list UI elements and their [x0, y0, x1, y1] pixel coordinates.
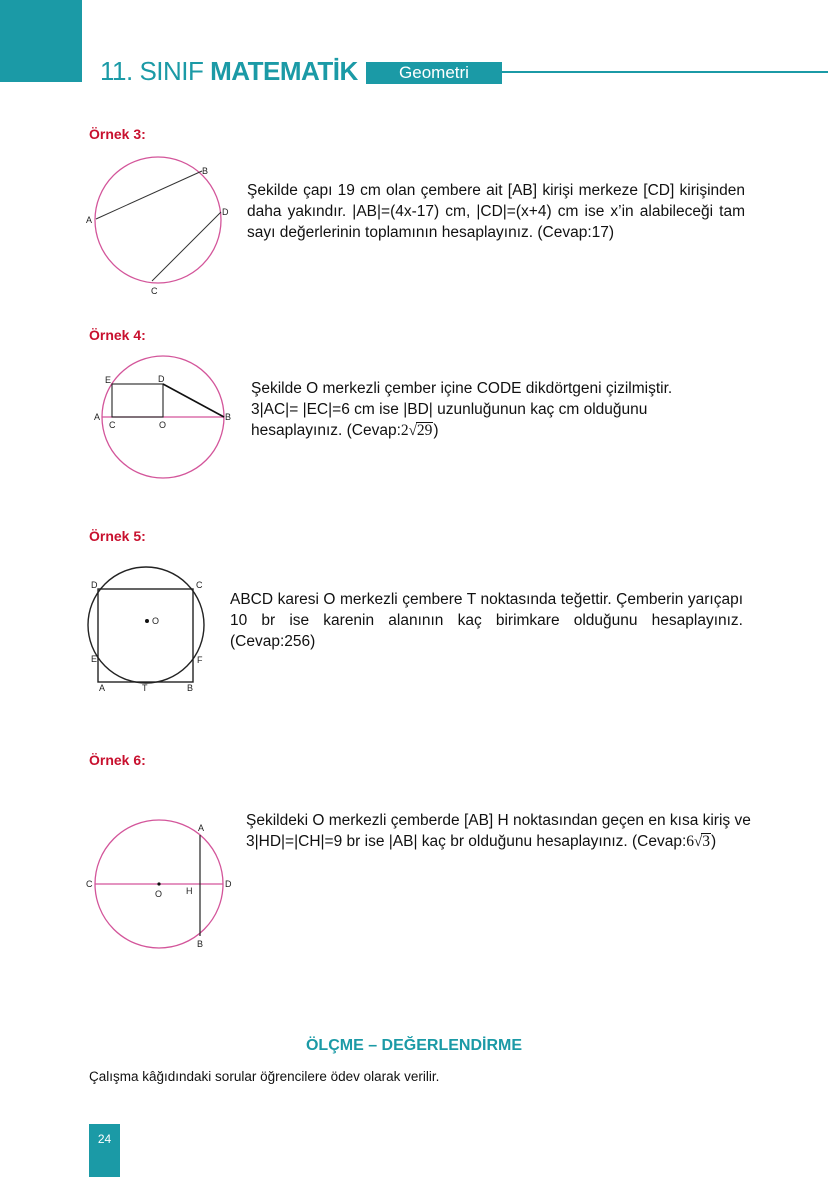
circle-shape: [88, 567, 204, 683]
example-6-figure: [84, 818, 244, 958]
answer-radicand: 3: [702, 833, 711, 850]
example-4-line-3: [251, 420, 731, 442]
rectangle-code: [112, 384, 163, 417]
page-header-title: [100, 56, 358, 87]
point-label-b: B: [197, 939, 204, 949]
header-title-light: 11. SINIF: [100, 56, 211, 86]
point-label-d: D: [158, 374, 165, 384]
point-label-c: C: [151, 286, 158, 296]
point-label-b: B: [225, 412, 232, 422]
point-label-o: O: [152, 616, 160, 626]
point-label-a: A: [99, 683, 106, 693]
subject-tag: Geometri: [366, 62, 502, 84]
answer-radicand: 29: [416, 422, 433, 439]
point-label-d: D: [225, 879, 232, 889]
page-number: 24: [89, 1124, 120, 1177]
point-label-a: A: [198, 823, 205, 833]
example-4-label: Örnek 4:: [89, 327, 146, 343]
chord-ab: [96, 171, 202, 219]
header-corner-block: [0, 0, 82, 82]
point-label-a: A: [86, 215, 93, 225]
header-rule: [502, 71, 828, 73]
example-5-figure: [86, 564, 216, 699]
radical-sign: √: [408, 423, 417, 439]
example-6-label: Örnek 6:: [89, 752, 146, 768]
center-point: [157, 882, 160, 885]
point-label-h: H: [186, 886, 193, 896]
point-label-d: D: [222, 207, 229, 217]
point-label-b: B: [187, 683, 194, 693]
segment-db: [163, 384, 224, 417]
point-label-c: C: [109, 420, 116, 430]
square-abcd: [98, 589, 193, 682]
example-6-text-prefix: Şekildeki O merkezli çemberde [AB] H noktasından geçen en kısa kiriş ve 3|HD|=|CH|=9 br ise |AB| kaç br olduğunu hesaplayınız. (Cevap:: [246, 812, 751, 850]
point-label-c: C: [86, 879, 93, 889]
center-point: [145, 619, 149, 623]
example-6-text: [246, 810, 758, 853]
point-label-t: T: [142, 683, 148, 693]
point-label-f: F: [197, 655, 203, 665]
example-5-label: Örnek 5:: [89, 528, 146, 544]
example-3-label: Örnek 3:: [89, 126, 146, 142]
example-4-figure: [92, 355, 242, 485]
example-3-text: Şekilde çapı 19 cm olan çembere ait [AB] kirişi merkeze [CD] kirişinden daha yakındır. |AB|=(4x-17) cm, |CD|=(x+4) cm ise x’in alabileceği tam sayı değerlerinin toplamının hesaplayınız. (Cevap:17): [247, 182, 745, 241]
point-label-e: E: [91, 654, 98, 664]
example-4-line-2: 3|AC|= |EC|=6 cm ise |BD| uzunluğunun kaç cm olduğunu: [251, 401, 648, 418]
answer-coefficient: 2: [400, 422, 409, 439]
header-title-bold: MATEMATİK: [210, 56, 358, 86]
point-label-o: O: [159, 420, 167, 430]
point-label-c: C: [196, 580, 203, 590]
point-label-b: B: [202, 166, 209, 176]
point-label-o: O: [155, 889, 163, 899]
point-label-d: D: [91, 580, 98, 590]
example-3-figure: [82, 160, 242, 300]
point-label-a: A: [94, 412, 101, 422]
answer-coefficient: 6: [686, 833, 695, 850]
point-label-e: E: [105, 375, 112, 385]
answer-suffix: ): [711, 833, 717, 850]
example-5-text: ABCD karesi O merkezli çembere T noktasında teğettir. Çemberin yarıçapı 10 br ise karenin alanının kaç birimkare olduğunu hesaplayınız. (Cevap:256): [230, 591, 743, 650]
assessment-text: Çalışma kâğıdındaki sorular öğrencilere ödev olarak verilir.: [89, 1069, 440, 1084]
example-4-line-3-prefix: hesaplayınız. (Cevap:: [251, 422, 401, 439]
answer-suffix: ): [433, 422, 439, 439]
radical-sign: √: [694, 834, 703, 850]
chord-cd: [152, 212, 221, 281]
assessment-heading: ÖLÇME – DEĞERLENDİRME: [305, 1037, 522, 1054]
example-4-text: [251, 378, 731, 442]
example-4-line-1: Şekilde O merkezli çember içine CODE dikdörtgeni çizilmiştir.: [251, 380, 673, 397]
